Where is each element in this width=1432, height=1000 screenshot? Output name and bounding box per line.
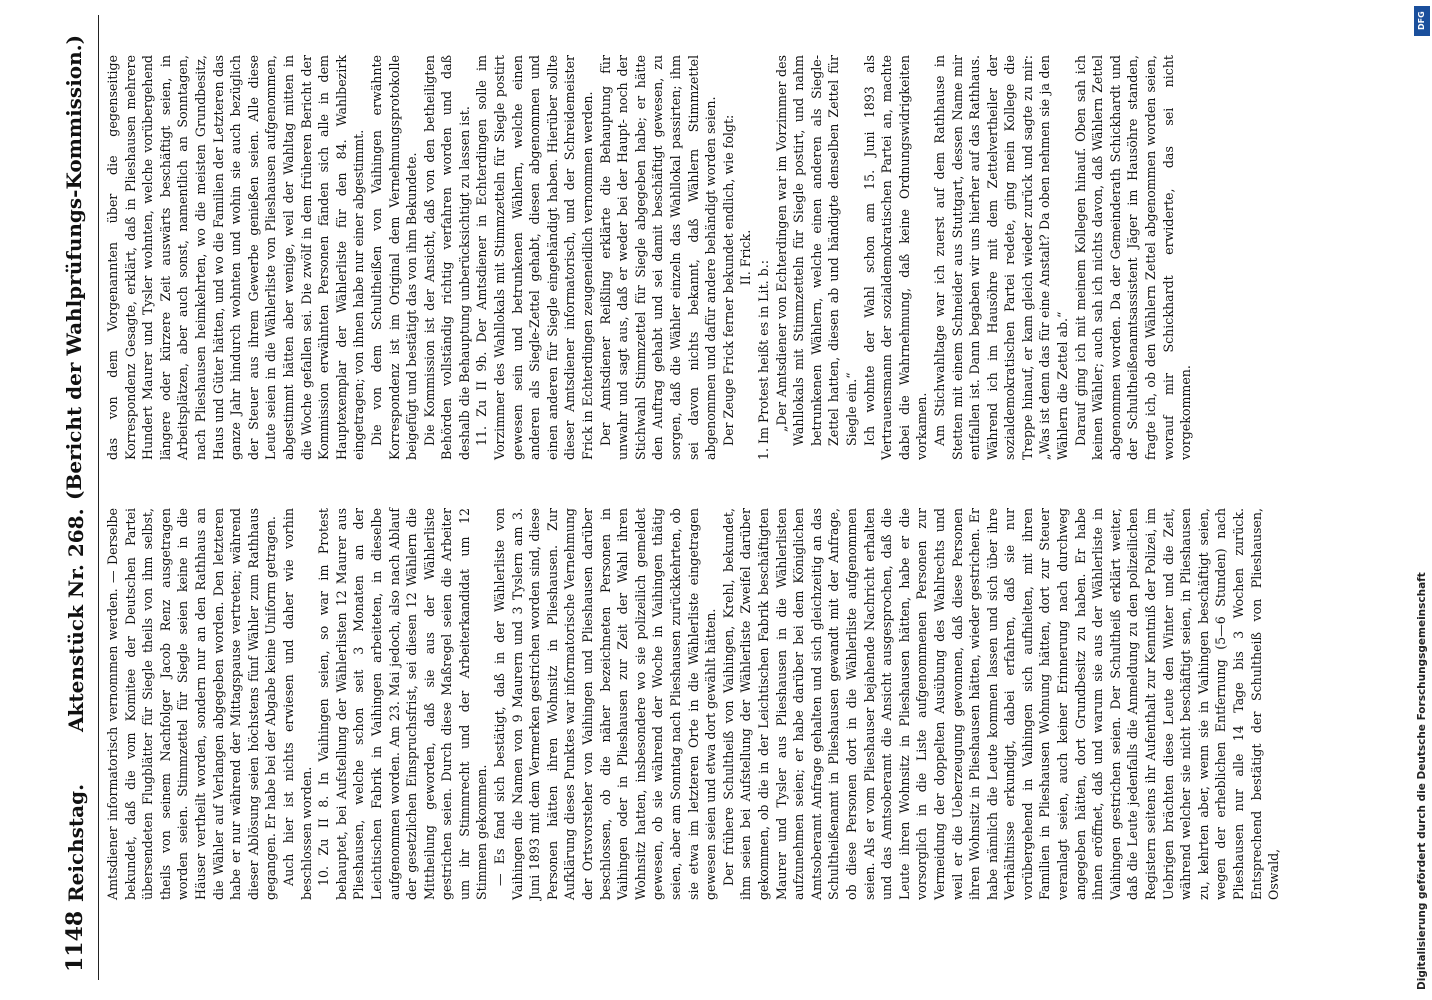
page-number: 1148 — [62, 910, 88, 972]
paragraph: Amtsdiener informatorisch vernommen werden. — Derselbe bekundet, daß die vom Komitee der Deutschen Partei übersendeten Flugblätter für Siegle theils von ihm selbst, theils von seinem Nachfolger Jacob Renz ausgetragen worden seien. Stimmzettel für Siegle seien keine in die Häuser vertheilt worden, sondern nur an den Rathhaus an die Wähler auf Verlangen abgegeben worden. Den letzteren habe er nur während der Mittagspause vertreten; während dieser Ablösung seien höchstens fünf Wähler zum Rathhaus gegangen. Er habe bei der Abgabe keine Uniform getragen. — [105, 508, 279, 900]
header-right-title: (Bericht der Wahlprüfungs-Kommission.) — [62, 34, 86, 500]
paragraph: Die von dem Schultheißen von Vaihingen erwähnte Korrespondenz ist im Original dem Vernehmungsprotokolle beigefügt und bestätigt das von ihm Bekundete. — [368, 55, 420, 460]
section-heading: II. Frick. — [738, 229, 754, 286]
header-middle-title: Aktenstück Nr. 268. — [64, 508, 88, 732]
paragraph: 1. Im Protest heißt es in Lit. b.: — [755, 260, 771, 460]
paragraph: Die Kommission ist der Ansicht, daß von den betheiligten Behörden vollständig richtig verfahren worden und daß deshalb die Behauptung unberücksichtigt zu lassen ist. — [421, 55, 472, 460]
paragraph: — Es fand sich bestätigt, daß in der Wählerliste von Vaihingen die Namen von 9 Maurern und 3 Tyslern am 3. Juni 1893 mit dem Vermerken gestrichen worden sind, diese Personen hätten ihren Wohnsitz in Plieshausen. Zur Aufklärung dieses Punktes war informatorische Vernehmung der Ortsvorsteher von Vaihingen und Plieshausen darüber beschlossen, ob die näher bezeichneten Personen in Vaihingen oder in Plieshausen zur Zeit der Wahl ihren Wohnsitz hatten, insbesondere wo sie polizeilich gemeldet gewesen, ob sie während der Woche in Vaihingen thätig seien, aber am Sonntag nach Plieshausen zurückkehrten, ob sie etwa im letzteren Orte in die Wählerliste eingetragen gewesen seien und etwa dort gewählt hätten. — [492, 508, 719, 900]
paragraph: Der Zeuge Frick ferner bekundet endlich, wie folgt: — [720, 114, 736, 446]
paragraph: Darauf ging ich mit meinem Kollegen hinauf. Oben sah ich keinen Wähler; auch sah ich nichts davon, daß Wählern Zettel abgenommen worden. Da der Gemeinderath Schickhardt und der Schultheißenamtsassistent Jäger im Hausöhre standen, fragte ich, ob den Wählern Zettel abgenommen worden seien, worauf mir Schickhardt erwiderte, das sei nicht vorgekommen. — [1072, 55, 1194, 460]
digitization-credit: Digitalisierung gefördert durch die Deutsche Forschungsgemeinschaft — [1416, 572, 1428, 990]
page-header — [52, 15, 99, 980]
paragraph: Der Amtsdiener Reißling erklärte die Behauptung für unwahr und sagt aus, daß er weder bei der Haupt- noch der Stichwahl Stimmzettel für Siegle abgegeben habe; er hätte den Auftrag gehabt und sei damit beschäftigt gewesen, zu sorgen, daß die Wähler einzeln das Wahllokal passirten; ihm sei davon nichts bekannt, daß Wählern Stimmzettel abgenommen und dafür andere behändigt worden seien. — [597, 55, 719, 460]
text-column-right — [104, 55, 1195, 460]
quote-paragraph: „Der Amtsdiener von Echterdingen war im Vorzimmer des Wahllokals mit Stimmzetteln für Siegle postirt, und nahm betrunkenen Wählern, welche einen anderen als Siegle-Zettel hatten, diesen ab und händigte denselben Zettel für Siegle ein.“ — [773, 55, 859, 446]
header-left-title: Reichstag. — [64, 783, 88, 902]
paragraph: 11. Zu II 9b. Der Amtsdiener in Echterdingen solle im Vorzimmer des Wahllokals mit Stimmzetteln für Siegle postirt gewesen sein und betrunkenen Wählern, welche einen anderen als Siegle-Zettel gehabt, diesen abgenommen und einen anderen für Siegle eingehändigt haben. Hierüber sollte dieser Amtsdiener informatorisch, und der Schreidemeister Frick in Echterdingen zeugeneidlich vernommen werden. — [474, 55, 596, 460]
paragraph: 10. Zu II 8. In Vaihingen seien, so war im Protest behauptet, bei Aufstellung der Wählerlisten 12 Maurer aus Plieshausen, welche schon seit 3 Monaten an der Leichtischen Fabrik in Vaihingen arbeiteten, in dieselbe aufgenommen worden. Am 23. Mai jedoch, also nach Ablauf der gesetzlichen Einspruchsfrist, sei diesen 12 Wählern die Mittheilung geworden, daß sie aus der Wählerliste gestrichen seien. Durch diese Maßregel seien die Arbeiter um ihr Stimmrecht und der Arbeiterkandidat um 12 Stimmen gekommen. — [316, 508, 490, 900]
paragraph: Am Stichwahltage war ich zuerst auf dem Rathhause in Stetten mit einem Schneider aus Stuttgart, dessen Name mir entfallen ist. Dann begaben wir uns hierher auf das Rathhaus. Während ich im Hausöhre mit dem Zettelvertheiler der sozialdemokratischen Partei redete, ging mein Kollege die Treppe hinauf, er kam gleich wieder zurück und sagte zu mir: „Was ist denn das für eine Anstalt? Da oben nehmen sie ja den Wählern die Zettel ab.“ — [931, 55, 1071, 460]
paragraph: das von dem Vorgenannten über die gegenseitige Korrespondenz Gesagte, erklärt, daß in Plieshausen mehrere Hundert Maurer und Tysler wohnten, welche vorübergehend längere oder kürzere Zeit auswärts beschäftigt seien, in Arbeitsplätzen, aber auch sonst, namentlich an Sonntagen, nach Plieshausen heimkehrten, wo die meisten Grundbesitz, Haus und Güter hätten, und wo die Familien der Letzteren das ganze Jahr hindurch wohnten und wohin sie auch bezüglich der Steuer aus ihrem Gewerbe genießen seien. Alle diese Leute seien in die Wählerliste von Plieshausen aufgenommen, abgestimmt hätten aber wenige, weil der Wahltag mitten in die Woche gefallen sei. Die zwölf in dem früheren Bericht der Kommission erwähnten Personen fänden sich alle in dem Hauptexemplar der Wählerliste für den 84. Wahlbezirk eingetragen; von ihnen habe nur einer abgestimmt. — [105, 55, 367, 460]
dfg-logo-icon: DFG — [1414, 6, 1430, 36]
text-column-left — [104, 508, 1283, 900]
paragraph: Auch hier ist nichts erwiesen und daher wie vorhin beschlossen worden. — [280, 508, 314, 900]
paragraph: Ich wohnte der Wahl schon am 15. Juni 1893 als Vertrauensmann der sozialdemokratischen Partei an, machte dabei die Wahrnehmung, daß keine Ordnungswidrigkeiten vorkamen. — [861, 55, 930, 460]
paragraph: Der frühere Schultheiß von Vaihingen, Krehl, bekundet, ihm seien bei Aufstellung der Wählerliste Zweifel darüber gekommen, ob die in der Leichtischen Fabrik beschäftigten Maurer und Tysler aus Plieshausen in die Wählerlisten aufzunehmen seien; er habe darüber bei dem Königlichen Amtsoberamt Anfrage gehalten und sich gleichzeitig an das Schultheißenamt in Plieshausen gewandt mit der Anfrage, ob diese Personen dort in die Wählerliste aufgenommen seien. Als er vom Plieshauser bejahende Nachricht erhalten und das Amtsoberamt die Ansicht ausgesprochen, daß die Leute ihren Wohnsitz in Plieshausen hätten, habe er die vorsorglich in die Liste aufgenommenen Personen zur Vermeidung der doppelten Ausübung des Wahlrechts und weil er die Ueberzeugung gewonnen, daß diese Personen ihren Wohnsitz in Plieshausen hätten, wieder gestrichen. Er habe nämlich die Leute kommen lassen und sich über ihre Verhältnisse erkundigt, dabei erfahren, daß sie nur vorübergehend in Vaihingen sich aufhielten, mit ihren Familien in Plieshausen Wohnung hätten, dort zur Steuer veranlagt seien, auch keiner Erinnerung nach durchweg angegeben hätten, dort Grundbesitz zu haben. Er habe ihnen eröffnet, daß und warum sie aus der Wählerliste in Vaihingen gestrichen seien. Der Schultheiß erklärt weiter, daß die Leute jedenfalls die Anmeldung zu den polizeilichen Registern seitens ihr Aufenthalt zur Kenntniß der Polizei, im Uebrigen brächten diese Leute den Winter und die Zeit, während welcher sie nicht beschäftigt seien, in Plieshausen zu, kehrten aber, wenn sie in Vaihingen beschäftigt seien, wegen der erheblichen Entfernung (5—6 Stunden) nach Plieshausen nur alle 14 Tage bis 3 Wochen zurück. Entsprechend bestätigt der Schultheiß von Plieshausen, Oswald, — [720, 508, 1282, 900]
